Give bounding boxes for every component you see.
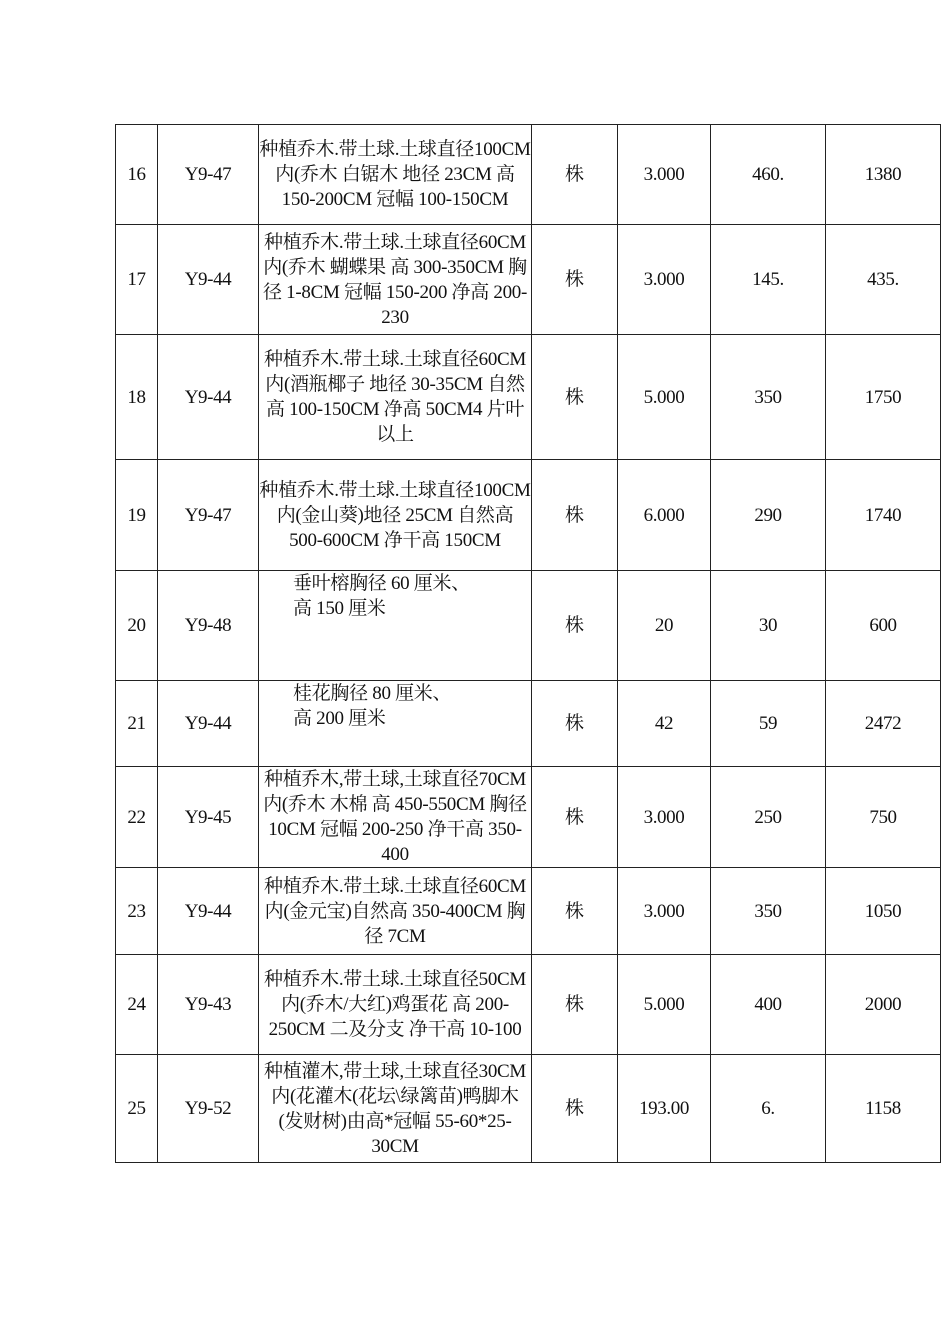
item-description-cell: [259, 681, 532, 767]
line-total-cell: 1050: [826, 868, 941, 955]
item-code-cell: Y9-43: [158, 955, 259, 1055]
item-code-cell: Y9-52: [158, 1055, 259, 1163]
unit-price-cell: 400: [711, 955, 826, 1055]
unit-price-cell: 290: [711, 460, 826, 571]
item-description: 垂叶榕胸径 60 厘米、 高 150 厘米: [293, 573, 470, 619]
table-row: [116, 460, 941, 571]
quantity-cell: 5.000: [618, 955, 711, 1055]
item-description-cell: 种植乔木.带土球.土球直径50CM 内(乔木/大红)鸡蛋花 高 200-250CM 二及分支 净干高 10-100: [259, 955, 532, 1055]
unit-cell: 株: [532, 225, 618, 335]
line-total-cell: 2472: [826, 681, 941, 767]
table-row: [116, 225, 941, 335]
unit-cell: 株: [532, 335, 618, 460]
table-row: [116, 125, 941, 225]
row-number-cell: 25: [116, 1055, 158, 1163]
quantity-cell: 6.000: [618, 460, 711, 571]
item-description-cell: 种植乔木.带土球.土球直径60CM 内(酒瓶椰子 地径 30-35CM 自然高 100-150CM 净高 50CM4 片叶以上: [259, 335, 532, 460]
unit-cell: 株: [532, 1055, 618, 1163]
item-description-cell: [259, 571, 532, 681]
table-row: [116, 767, 941, 868]
quantity-cell: 20: [618, 571, 711, 681]
table-row: [116, 1055, 941, 1163]
quantity-cell: 193.00: [618, 1055, 711, 1163]
unit-price-cell: 59: [711, 681, 826, 767]
line-total-cell: 435.: [826, 225, 941, 335]
unit-price-cell: 6.: [711, 1055, 826, 1163]
table-row: [116, 681, 941, 767]
unit-cell: 株: [532, 868, 618, 955]
row-number-cell: 18: [116, 335, 158, 460]
table-body: [116, 125, 941, 1163]
line-total-cell: 750: [826, 767, 941, 868]
unit-cell: 株: [532, 681, 618, 767]
line-total-cell: 600: [826, 571, 941, 681]
table-row: [116, 868, 941, 955]
unit-price-cell: 250: [711, 767, 826, 868]
unit-price-cell: 460.: [711, 125, 826, 225]
row-number-cell: 19: [116, 460, 158, 571]
quantity-cell: 3.000: [618, 225, 711, 335]
item-code-cell: Y9-48: [158, 571, 259, 681]
item-description-cell: 种植乔木,带土球,土球直径70CM 内(乔木 木棉 高 450-550CM 胸径 10CM 冠幅 200-250 净干高 350-400: [259, 767, 532, 868]
item-description-cell: 种植乔木.带土球.土球直径100CM 内(金山葵)地径 25CM 自然高 500-600CM 净干高 150CM: [259, 460, 532, 571]
item-description-cell: 种植乔木.带土球.土球直径100CM 内(乔木 白锯木 地径 23CM 高 150-200CM 冠幅 100-150CM: [259, 125, 532, 225]
item-code-cell: Y9-44: [158, 335, 259, 460]
quantity-cell: 3.000: [618, 868, 711, 955]
row-number-cell: 21: [116, 681, 158, 767]
line-total-cell: 2000: [826, 955, 941, 1055]
row-number-cell: 23: [116, 868, 158, 955]
line-total-cell: 1380: [826, 125, 941, 225]
unit-price-cell: 350: [711, 335, 826, 460]
line-total-cell: 1740: [826, 460, 941, 571]
unit-price-cell: 30: [711, 571, 826, 681]
row-number-cell: 16: [116, 125, 158, 225]
item-code-cell: Y9-47: [158, 125, 259, 225]
quantity-cell: 3.000: [618, 125, 711, 225]
table-row: [116, 335, 941, 460]
planting-items-table: [115, 124, 941, 1163]
unit-cell: 株: [532, 125, 618, 225]
item-description: 桂花胸径 80 厘米、 高 200 厘米: [293, 683, 452, 729]
table-row: [116, 955, 941, 1055]
row-number-cell: 24: [116, 955, 158, 1055]
unit-price-cell: 145.: [711, 225, 826, 335]
item-description-cell: 种植灌木,带土球,土球直径30CM 内(花灌木(花坛\绿篱苗)鸭脚木(发财树)由高*冠幅 55-60*25-30CM: [259, 1055, 532, 1163]
item-description-cell: 种植乔木.带土球.土球直径60CM 内(乔木 蝴蝶果 高 300-350CM 胸径 1-8CM 冠幅 150-200 净高 200-230: [259, 225, 532, 335]
line-total-cell: 1158: [826, 1055, 941, 1163]
item-description-cell: 种植乔木.带土球.土球直径60CM 内(金元宝)自然高 350-400CM 胸径 7CM: [259, 868, 532, 955]
item-code-cell: Y9-45: [158, 767, 259, 868]
unit-cell: 株: [532, 955, 618, 1055]
row-number-cell: 22: [116, 767, 158, 868]
table-row: [116, 571, 941, 681]
unit-cell: 株: [532, 571, 618, 681]
item-code-cell: Y9-47: [158, 460, 259, 571]
quantity-cell: 42: [618, 681, 711, 767]
item-code-cell: Y9-44: [158, 681, 259, 767]
quantity-cell: 3.000: [618, 767, 711, 868]
unit-cell: 株: [532, 460, 618, 571]
item-code-cell: Y9-44: [158, 225, 259, 335]
row-number-cell: 20: [116, 571, 158, 681]
unit-price-cell: 350: [711, 868, 826, 955]
line-total-cell: 1750: [826, 335, 941, 460]
quantity-cell: 5.000: [618, 335, 711, 460]
item-code-cell: Y9-44: [158, 868, 259, 955]
row-number-cell: 17: [116, 225, 158, 335]
unit-cell: 株: [532, 767, 618, 868]
